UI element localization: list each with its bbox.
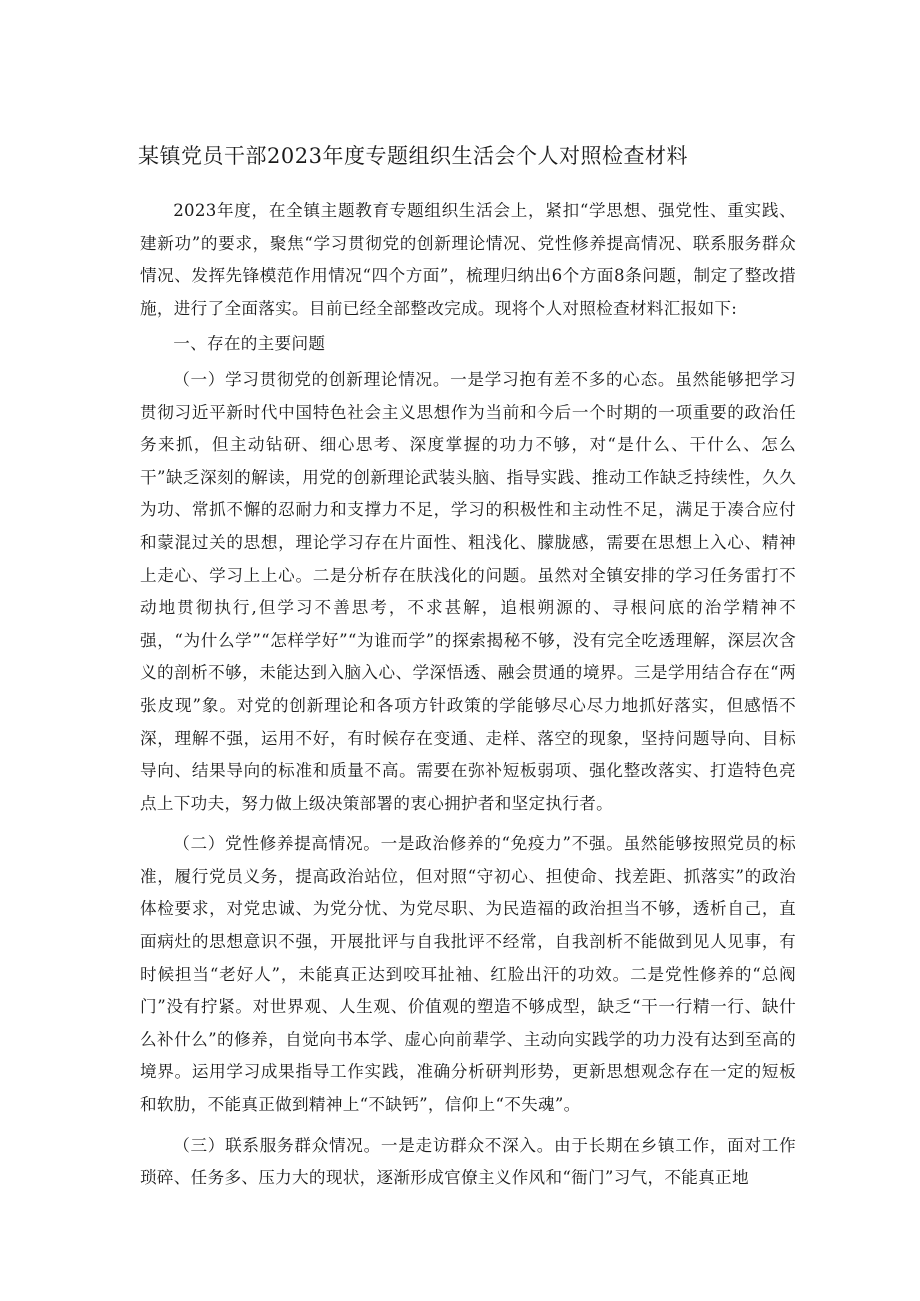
document-body — [140, 195, 796, 1195]
section-heading-main-problems: 一、存在的主要问题 — [173, 334, 326, 354]
paragraph-party-spirit: （二）党性修养提高情况。一是政治修养的“免疫力”不强。虽然能够按照党员的标准，履行党员义务，提高政治站位，但对照“守初心、担使命、找差距、抓落实”的政治体检要求，对党忠诚、为党分忧、为党尽职、为民造福的政治担当不够，透析自己，直面病灶的思想意识不强，开展批评与自我批评不经常，自我剖析不能做到见人见事，有时候担当“老好人”，未能真正达到咬耳扯袖、红脸出汗的功效。二是党性修养的“总阀门”没有拧紧。对世界观、人生观、价值观的塑造不够成型，缺乏“干一行精一行、缺什么补什么”的修养，自觉向书本学、虚心向前辈学、主动向实践学的功力没有达到至高的境界。运用学习成果指导工作实践，准确分析研判形势，更新思想观念存在一定的短板和软肋，不能真正做到精神上“不缺钙”，信仰上“不失魂”。 — [140, 834, 796, 1115]
intro-paragraph: 2023年度，在全镇主题教育专题组织生活会上，紧扣“学思想、强党性、重实践、建新功”的要求，聚焦“学习贯彻党的创新理论情况、党性修养提高情况、联系服务群众情况、发挥先锋模范作用情况“四个方面”，梳理归纳出6个方面8条问题，制定了整改措施，进行了全面落实。目前已经全部整改完成。现将个人对照检查材料汇报如下: — [140, 201, 796, 318]
paragraph-gap — [140, 1122, 796, 1130]
paragraph-serving-masses: （三）联系服务群众情况。一是走访群众不深入。由于长期在乡镇工作，面对工作琐碎、任务多、压力大的现状，逐渐形成官僚主义作风和“衙门”习气，不能真正地 — [140, 1135, 796, 1188]
paragraph-gap — [140, 820, 796, 828]
paragraph-theory-study: （一）学习贯彻党的创新理论情况。一是学习抱有差不多的心态。虽然能够把学习贯彻习近平新时代中国特色社会主义思想作为当前和今后一个时期的一项重要的政治任务来抓，但主动钻研、细心思考、深度掌握的功力不够，对“是什么、干什么、怎么干”缺乏深刻的解读，用党的创新理论武装头脑、指导实践、推动工作缺乏持续性，久久为功、常抓不懈的忍耐力和支撑力不足，学习的积极性和主动性不足，满足于凑合应付和蒙混过关的思想，理论学习存在片面性、粗浅化、朦胧感，需要在思想上入心、精神上走心、学习上上心。二是分析存在肤浅化的问题。虽然对全镇安排的学习任务雷打不动地贯彻执行,但学习不善思考，不求甚解，追根朔源的、寻根问底的治学精神不强，“为什么学”“怎样学好”“为谁而学”的探索揭秘不够，没有完全吃透理解，深层次含义的剖析不够，未能达到入脑入心、学深悟透、融会贯通的境界。三是学用结合存在“两张皮现”象。对党的创新理论和各项方针政策的学能够尽心尽力地抓好落实，但感悟不深，理解不强，运用不好，有时候存在变通、走样、落空的现象，坚持问题导向、目标导向、结果导向的标准和质量不高。需要在弥补短板弱项、强化整改落实、打造特色亮点上下功夫，努力做上级决策部署的衷心拥护者和坚定执行者。 — [140, 369, 796, 813]
document-title: 某镇党员干部2023年度专题组织生活会个人对照检查材料 — [138, 144, 688, 168]
